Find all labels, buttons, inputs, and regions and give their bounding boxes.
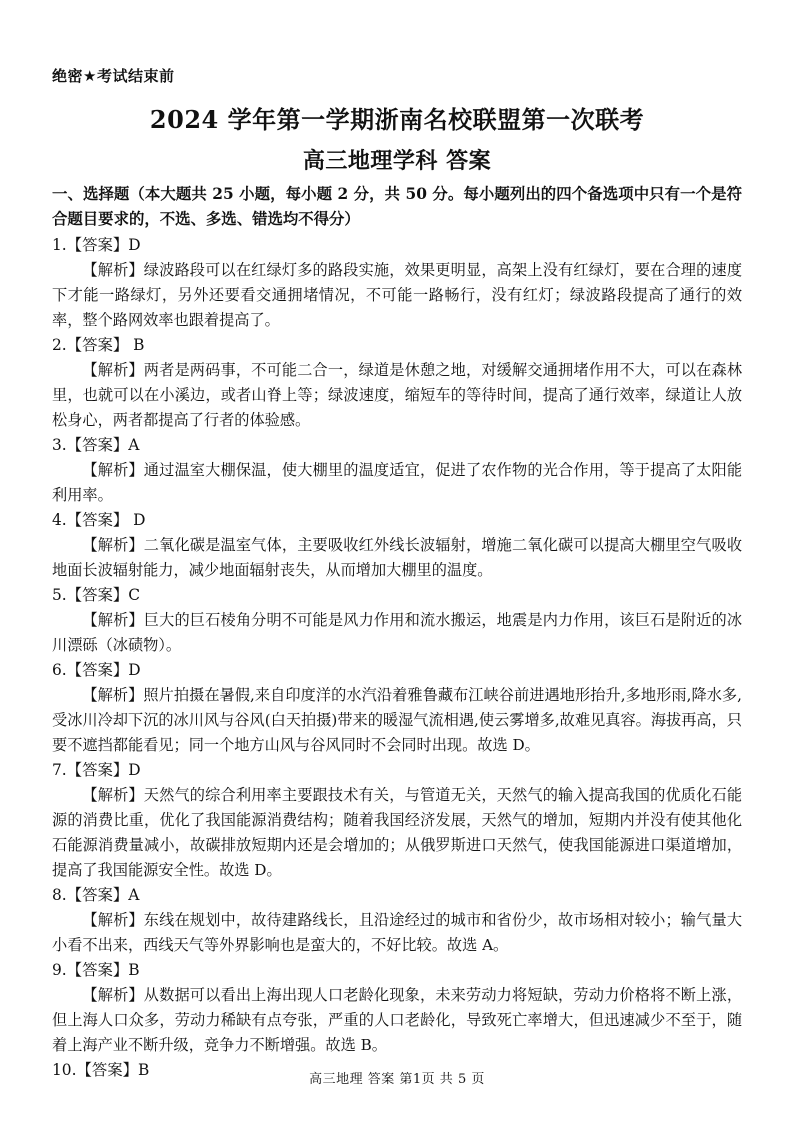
- question-item: [52, 508, 742, 583]
- analysis-text: 【解析】通过温室大棚保温，使大棚里的温度适宜，促进了农作物的光合作用，等于提高了太阳能利用率。: [52, 461, 742, 504]
- answer-line: 9.【答案】B: [52, 961, 140, 979]
- answer-line: 10.【答案】B: [52, 1061, 150, 1079]
- section-heading: 一、选择题（本大题共 25 小题，每小题 2 分，共 50 分。每小题列出的四个备选项中只有一个是符合题目要求的，不选、多选、错选均不得分）: [52, 185, 742, 228]
- analysis-text: 【解析】两者是两码事，不可能二合一，绿道是休憩之地，对缓解交通拥堵作用不大，可以在森林里，也就可以在小溪边，或者山脊上等；绿波速度，缩短车的等待时间，提高了通行效率，绿道让人放松身心，两者都提高了行者的体验感。: [52, 361, 742, 429]
- answer-line: 5.【答案】C: [52, 586, 141, 604]
- exam-subtitle: 高三地理学科 答案: [302, 148, 492, 174]
- question-item: [52, 758, 742, 883]
- analysis-text: 【解析】天然气的综合利用率主要跟技术有关，与管道无关，天然气的输入提高我国的优质化石能源的消费比重，优化了我国能源消费结构；随着我国经济发展，天然气的增加，短期内并没有使其他化石能源消费量减小，故碳排放短期内还是会增加的；从俄罗斯进口天然气，使我国能源进口渠道增加，提高了我国能源安全性。故选 D。: [52, 786, 742, 879]
- answer-line: 1.【答案】D: [52, 236, 141, 254]
- answer-line: 2.【答案】 B: [52, 336, 145, 354]
- confidential-mark: 绝密★考试结束前: [52, 67, 175, 85]
- question-item: [52, 658, 742, 758]
- page-footer: 高三地理 答案 第1页 共 5 页: [309, 1072, 485, 1087]
- question-item: [52, 433, 742, 508]
- answer-line: 4.【答案】 D: [52, 511, 146, 529]
- question-item: [52, 883, 742, 958]
- question-item: [52, 233, 742, 333]
- analysis-text: 【解析】二氧化碳是温室气体，主要吸收红外线长波辐射，增施二氧化碳可以提高大棚里空气吸收地面长波辐射能力，减少地面辐射丧失，从而增加大棚里的温度。: [52, 536, 742, 579]
- question-item: [52, 583, 742, 658]
- answer-line: 6.【答案】D: [52, 661, 141, 679]
- answer-line: 7.【答案】D: [52, 761, 141, 779]
- answer-line: 8.【答案】A: [52, 886, 140, 904]
- answer-line: 3.【答案】A: [52, 436, 140, 454]
- question-item: [52, 958, 742, 1058]
- analysis-text: 【解析】从数据可以看出上海出现人口老龄化现象，未来劳动力将短缺，劳动力价格将不断上涨，但上海人口众多，劳动力稀缺有点夸张，严重的人口老龄化，导致死亡率增大，但迅速减少不至于，随着上海产业不断升级，竞争力不断增强。故选 B。: [52, 986, 742, 1054]
- exam-title: 2024 学年第一学期浙南名校联盟第一次联考: [149, 105, 645, 134]
- answer-list: [52, 233, 742, 1083]
- analysis-text: 【解析】东线在规划中，故待建路线长，且沿途经过的城市和省份少，故市场相对较小；输气量大小看不出来，西线天气等外界影响也是蛮大的，不好比较。故选 A。: [52, 911, 742, 954]
- analysis-text: 【解析】绿波路段可以在红绿灯多的路段实施，效果更明显，高架上没有红绿灯，要在合理的速度下才能一路绿灯，另外还要看交通拥堵情况，不可能一路畅行，没有红灯；绿波路段提高了通行的效率，整个路网效率也跟着提高了。: [52, 261, 742, 329]
- analysis-text: 【解析】巨大的巨石棱角分明不可能是风力作用和流水搬运，地震是内力作用，该巨石是附近的冰川漂砾（冰碛物）。: [52, 611, 742, 654]
- analysis-text: 【解析】照片拍摄在暑假,来自印度洋的水汽沿着雅鲁藏布江峡谷前进遇地形抬升,多地形雨,降水多,受冰川冷却下沉的冰川风与谷风(白天拍摄)带来的暖湿气流相遇,使云雾增多,故难见真容。海拔再高，只要不遮挡都能看见；同一个地方山风与谷风同时不会同时出现。故选 D。: [52, 686, 742, 754]
- question-item: [52, 333, 742, 433]
